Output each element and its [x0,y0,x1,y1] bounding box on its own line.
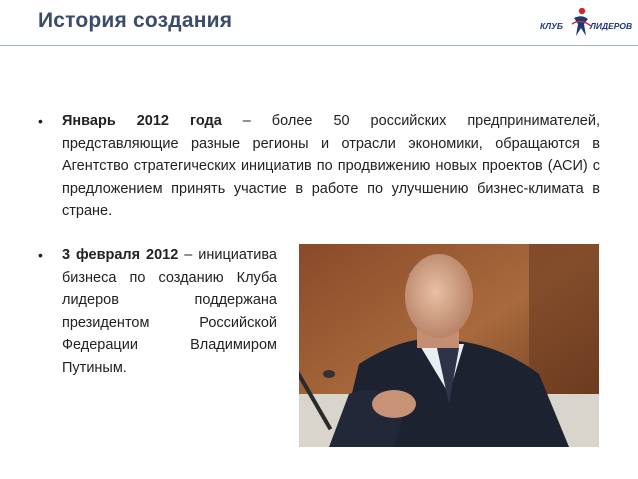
header-divider [0,45,638,46]
bullet-dot-icon: • [38,113,43,129]
bullet-item [38,110,604,220]
bullet-text [62,110,600,223]
slide-title: История создания [38,9,233,32]
logo-figure-icon [570,6,592,40]
bullet-date: 3 февраля 2012 [62,247,179,263]
bullet-text [62,244,277,379]
bullet-dot-icon: • [38,247,43,263]
logo-text-left: КЛУБ [540,21,563,31]
bullet-date: Январь 2012 года [62,113,222,129]
club-leaders-logo [540,6,634,40]
logo-text-right: ЛИДЕРОВ [590,21,633,31]
bullet-item [38,244,284,384]
bullet-description: – инициатива бизнеса по созданию Клуба лидеров поддержана президентом Российской Федерации Владимиром Путиным. [62,247,277,376]
bullet-description: – более 50 российских предпринимателей, представляющие разные регионы и отрасли экономики, обращаются в Агентство стратегических инициатив по продвижению новых проектов (АСИ) с предложением принять участие в работе по улучшению бизнес-климата в стране. [62,113,600,219]
portrait-photo [299,244,599,447]
slide-header [0,0,638,46]
